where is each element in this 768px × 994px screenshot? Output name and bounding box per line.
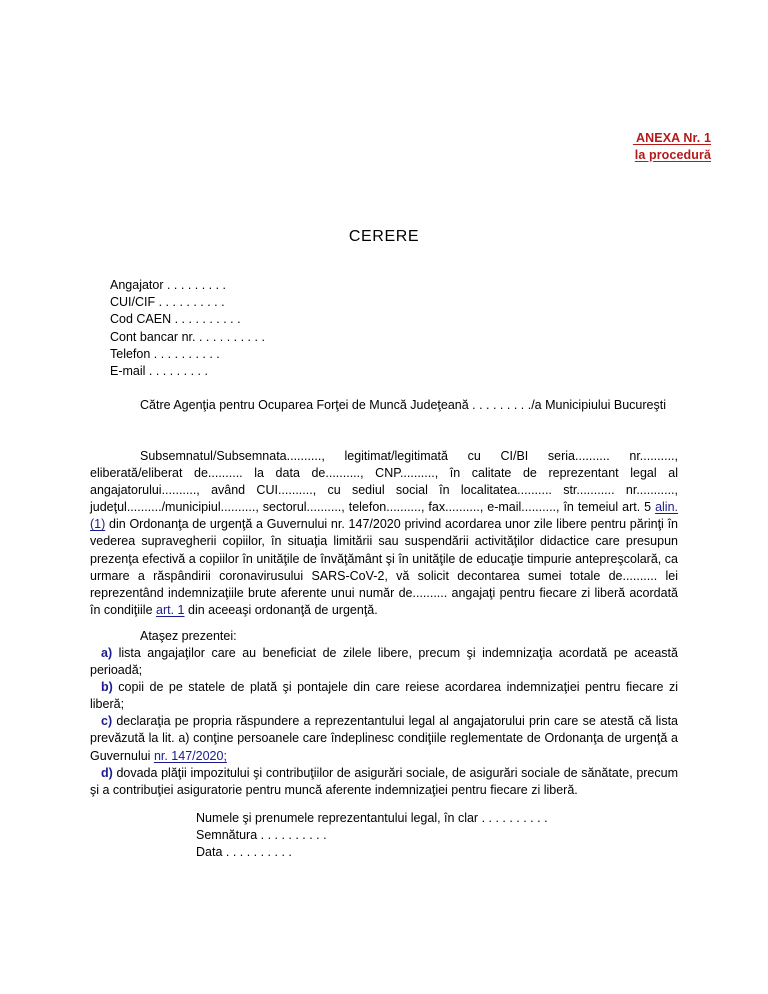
list-item-marker: b) bbox=[101, 680, 113, 695]
request-text-part-2: din Ordonanţa de urgenţă a Guvernului nr. 147/2020 privind acordarea unor zile libere pentru părinţi în vederea supravegherii copiilor, în situaţia limitării sau suspendării activităţilor didactice care presupun prezenţa efectivă a copiilor în unităţile de învăţământ şi în unităţile de educaţie timpurie antepreşcolară, ca urmare a răspândirii coronavirusului SARS-CoV-2, vă solicit decontarea sumei totale de.......... lei reprezentând indemnizaţiile brute aferente unui număr de.......... angajaţi pentru fiecare zi liberă acordată în condiţiile bbox=[90, 517, 678, 617]
field-cui-cif: CUI/CIF . . . . . . . . . . bbox=[110, 295, 225, 310]
list-item-marker: a) bbox=[101, 646, 113, 660]
field-cod-caen: Cod CAEN . . . . . . . . . . bbox=[110, 312, 241, 327]
list-item bbox=[90, 713, 678, 764]
annex-header-line-1: ANEXA Nr. 1 bbox=[632, 131, 711, 145]
legal-link-alin-1[interactable]: alin. (1) bbox=[90, 500, 678, 532]
list-item bbox=[90, 645, 678, 679]
page-title: CERERE bbox=[348, 228, 420, 245]
employer-details-block bbox=[110, 277, 265, 380]
field-email: E-mail . . . . . . . . . bbox=[110, 364, 208, 379]
request-text-part-1: Subsemnatul/Subsemnata.........., legitimat/legitimată cu CI/BI seria.......... nr.........., eliberată/eliberat de.......... la data de.........., CNP.........., în calitate de reprezentant legal al angajatorului.........., având CUI.........., cu sediul social în localitatea.......... str........... nr..........., judeţul........../municipiul.........., sectorul.........., telefon.........., fax.........., e-mail.........., în temeiul art. 5 bbox=[90, 449, 678, 515]
list-item bbox=[90, 765, 678, 799]
list-item bbox=[90, 679, 678, 713]
list-item-text: copii de pe statele de plată şi pontajele din care reiese acordarea indemnizaţiei pentru fiecare zi liberă; bbox=[90, 680, 678, 712]
list-item-text: declaraţia pe propria răspundere a reprezentantului legal al angajatorului prin care se atestă că lista prevăzută la lit. a) conţine persoanele care îndeplinesc condiţiile reglementate de Ordonanţa de urgenţă a Guvernului bbox=[90, 714, 678, 763]
legal-link-nr-147-2020[interactable]: nr. 147/2020; bbox=[153, 748, 227, 763]
attachments-intro: Ataşez prezentei: bbox=[140, 629, 237, 643]
list-item-marker: c) bbox=[101, 714, 113, 729]
legal-link-art-1[interactable]: art. 1 bbox=[156, 602, 185, 617]
list-item-text: lista angajaţilor care au beneficiat de zilele libere, precum şi indemnizaţia acordată pe această perioadă; bbox=[90, 646, 678, 678]
list-item-text: dovada plăţii impozitului şi contribuţiilor de asigurări sociale, de asigurări sociale de sănătate, precum şi a contribuţiei asiguratorie pentru muncă aferente indemnizaţiei pentru fiecare zi liberă. bbox=[90, 765, 678, 797]
signature-block bbox=[196, 810, 548, 862]
list-item-marker: d) bbox=[101, 765, 113, 780]
field-telefon: Telefon . . . . . . . . . . bbox=[110, 346, 220, 361]
field-angajator: Angajator . . . . . . . . . bbox=[110, 278, 227, 292]
field-cont-bancar: Cont bancar nr. . . . . . . . . . . bbox=[110, 329, 265, 344]
field-nume-prenume: Numele şi prenumele reprezentantului legal, în clar . . . . . . . . . . bbox=[196, 811, 548, 825]
field-semnatura: Semnătura . . . . . . . . . . bbox=[196, 828, 327, 843]
request-text-part-3: din aceeaşi ordonanţă de urgenţă. bbox=[184, 602, 378, 617]
request-paragraph bbox=[90, 448, 678, 619]
annex-header-line-2: la procedură bbox=[634, 148, 711, 162]
annex-header bbox=[633, 130, 711, 164]
attachments-list bbox=[90, 645, 678, 799]
addressee-paragraph: Către Agenţia pentru Ocuparea Forţei de Muncă Judeţeană . . . . . . . . ./a Municipiului Bucureşti bbox=[140, 398, 666, 412]
field-data: Data . . . . . . . . . . bbox=[196, 845, 292, 860]
